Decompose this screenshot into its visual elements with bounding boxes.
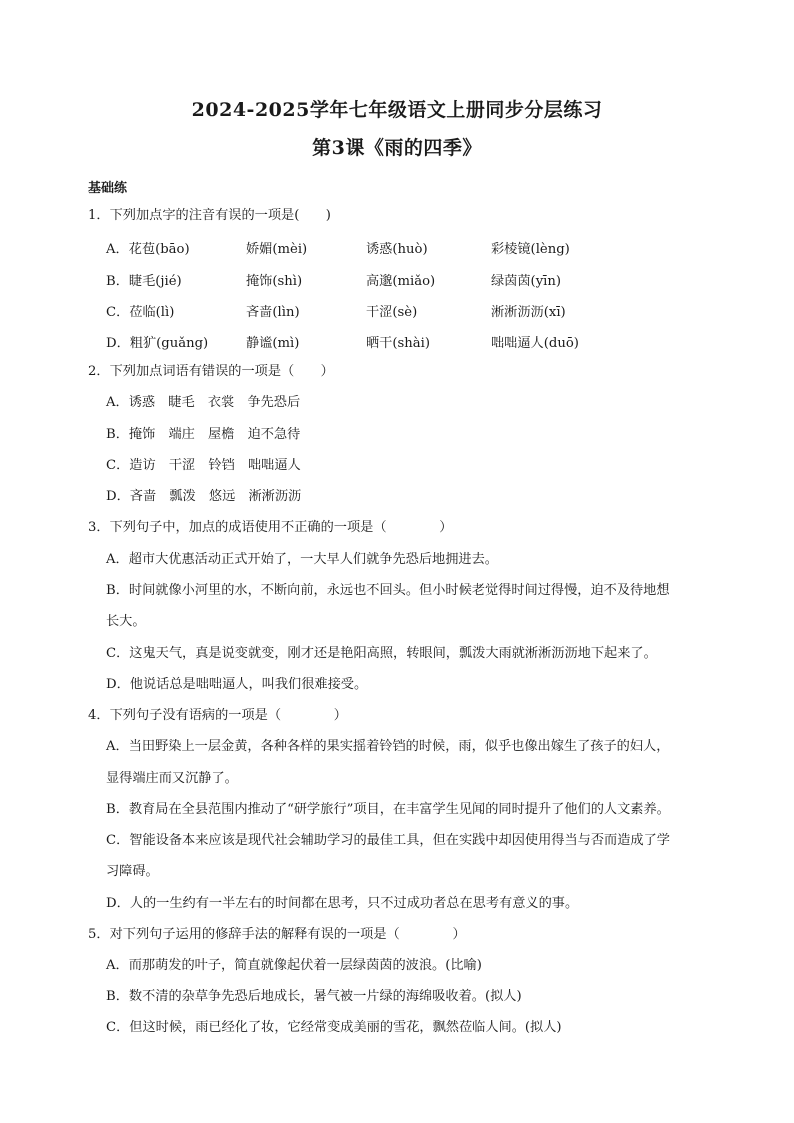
q5-option-c: C．但这时候，雨已经化了妆，它经常变成美丽的雪花，飘然莅临人间。(拟人) bbox=[106, 1020, 562, 1035]
q2-option-b: B．掩饰 端庄 屋檐 迫不急待 bbox=[106, 427, 301, 442]
q1-a-1: A．花苞(bāo) bbox=[106, 242, 190, 257]
q4-option-a-cont: 显得端庄而又沉静了。 bbox=[106, 771, 238, 786]
q1-stem: 1．下列加点字的注音有误的一项是( ) bbox=[88, 208, 331, 223]
q1-b-2: 掩饰(shì) bbox=[246, 274, 303, 289]
q1-c-4: 淅淅沥沥(xī) bbox=[491, 305, 566, 320]
section-label: 基础练 bbox=[88, 181, 128, 196]
q3-option-d: D．他说话总是咄咄逼人，叫我们很难接受。 bbox=[106, 677, 368, 692]
q1-d-3: 晒干(shài) bbox=[366, 336, 431, 351]
q2-option-a: A．诱惑 睫毛 衣裳 争先恐后 bbox=[106, 395, 301, 410]
lesson-title: 第3课《雨的四季》 bbox=[312, 137, 482, 159]
q2-stem: 2．下列加点词语有错误的一项是（ ） bbox=[88, 364, 334, 379]
q1-a-4: 彩棱镜(lèng) bbox=[491, 242, 570, 257]
q1-d-4: 咄咄逼人(duō) bbox=[491, 336, 579, 351]
q4-option-b: B．教育局在全县范围内推动了“研学旅行”项目，在丰富学生见闻的同时提升了他们的人文素养。 bbox=[106, 802, 670, 817]
q4-option-d: D．人的一生约有一半左右的时间都在思考，只不过成功者总在思考有意义的事。 bbox=[106, 896, 579, 911]
q1-d-1: D．粗犷(guǎng) bbox=[106, 336, 209, 351]
q4-option-c-cont: 习障碍。 bbox=[106, 864, 159, 879]
q3-option-c: C．这鬼天气，真是说变就变，刚才还是艳阳高照，转眼间，瓢泼大雨就淅淅沥沥地下起来了。 bbox=[106, 646, 657, 661]
document-title: 2024-2025学年七年级语文上册同步分层练习 bbox=[191, 99, 603, 121]
q2-option-c: C．造访 干涩 铃铛 咄咄逼人 bbox=[106, 458, 301, 473]
q4-option-c: C．智能设备本来应该是现代社会辅助学习的最佳工具，但在实践中却因使用得当与否而造成了学 bbox=[106, 833, 670, 848]
q1-d-2: 静谧(mì) bbox=[246, 336, 300, 351]
q3-stem: 3．下列句子中，加点的成语使用不正确的一项是（ ） bbox=[88, 520, 453, 535]
q4-option-a: A．当田野染上一层金黄，各种各样的果实摇着铃铛的时候，雨，似乎也像出嫁生了孩子的妇人， bbox=[106, 739, 670, 754]
q3-option-b-cont: 长大。 bbox=[106, 614, 146, 629]
q2-option-d: D．吝啬 瓢泼 悠远 淅淅沥沥 bbox=[106, 489, 302, 504]
q4-stem: 4．下列句子没有语病的一项是（ ） bbox=[88, 708, 347, 723]
q1-c-3: 干涩(sè) bbox=[366, 305, 418, 320]
q1-c-1: C．莅临(lì) bbox=[106, 305, 175, 320]
q3-option-a: A．超市大优惠活动正式开始了，一大早人们就争先恐后地拥进去。 bbox=[106, 552, 498, 567]
q1-b-1: B．睫毛(jié) bbox=[106, 274, 182, 289]
q1-a-3: 诱惑(huò) bbox=[366, 242, 428, 257]
q1-b-3: 高邈(miǎo) bbox=[366, 274, 436, 289]
q5-option-a: A．而那萌发的叶子，简直就像起伏着一层绿茵茵的波浪。(比喻) bbox=[106, 958, 482, 973]
q5-option-b: B．数不清的杂草争先恐后地成长，暑气被一片绿的海绵吸收着。(拟人) bbox=[106, 989, 522, 1004]
q5-stem: 5．对下列句子运用的修辞手法的解释有误的一项是（ ） bbox=[88, 927, 466, 942]
q3-option-b: B．时间就像小河里的水，不断向前，永远也不回头。但小时候老觉得时间过得慢，迫不及待地想 bbox=[106, 583, 670, 598]
q1-a-2: 娇媚(mèi) bbox=[246, 242, 308, 257]
q1-b-4: 绿茵茵(yīn) bbox=[491, 274, 562, 289]
q1-c-2: 吝啬(lìn) bbox=[246, 305, 300, 320]
